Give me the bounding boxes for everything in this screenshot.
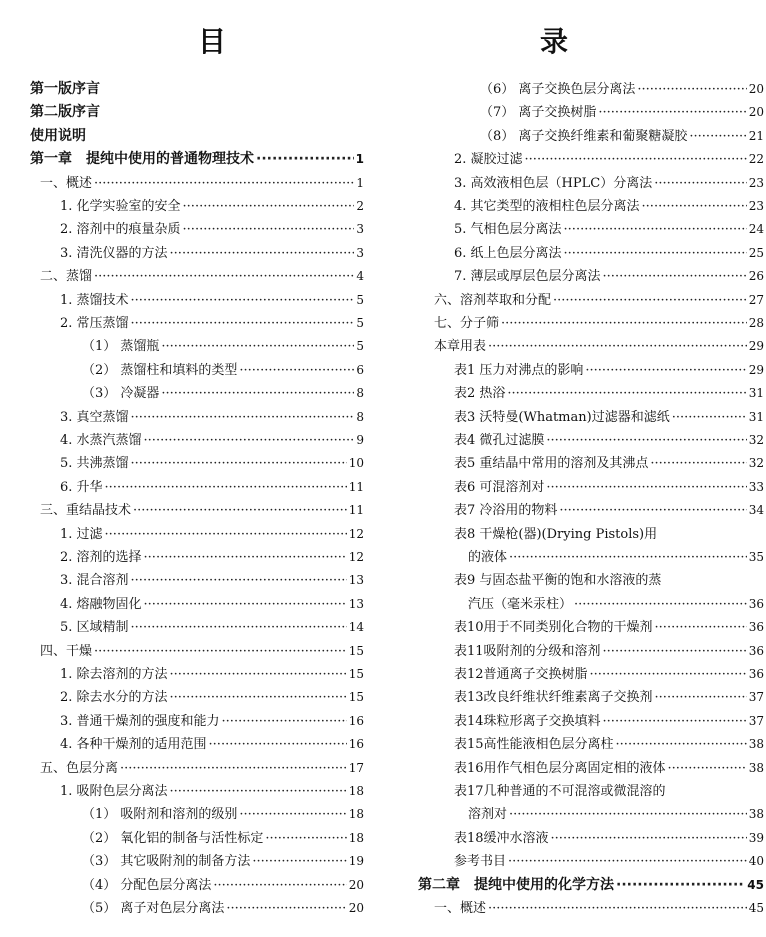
toc-entry-page: 8 <box>356 386 364 401</box>
toc-entry-label: 参考书目 <box>454 854 507 870</box>
toc-entry <box>418 246 764 261</box>
toc-entry-page: 33 <box>748 479 764 494</box>
toc-entry-label: 表14珠粒形离子交换填料 <box>454 713 601 729</box>
toc-entry <box>418 456 764 471</box>
toc-entry-label: 表6 可混溶剂对 <box>454 479 545 495</box>
toc-leader-dots <box>603 269 747 284</box>
toc-entry-label: 三、重结晶技术 <box>40 503 132 519</box>
toc-entry-label: 1. 吸附色层分离法 <box>60 784 168 799</box>
toc-entry-page: 21 <box>748 128 764 143</box>
toc-entry <box>418 503 764 518</box>
toc-entry-label: 3. 混合溶剂 <box>60 573 129 589</box>
toc-entry-label: 表17几种普通的不可混溶或微混溶的 <box>454 784 666 799</box>
toc-entry-page: 5 <box>356 316 364 330</box>
toc-leader-dots <box>209 737 347 752</box>
toc-leader-dots <box>668 761 747 776</box>
toc-leader-dots <box>105 527 347 542</box>
toc-entry-label: 5. 共沸蒸馏 <box>60 456 129 472</box>
toc-leader-dots <box>616 878 745 893</box>
toc-leader-dots <box>585 363 746 378</box>
toc-entry <box>418 807 764 822</box>
toc-entry-label: （5） 离子对色层分离法 <box>82 901 225 916</box>
toc-leader-dots <box>170 690 347 705</box>
toc-entry <box>418 901 764 916</box>
toc-leader-dots <box>94 269 354 284</box>
toc-entry <box>30 714 364 729</box>
toc-entry-page: 29 <box>748 362 764 377</box>
toc-entry-page: 35 <box>748 550 764 564</box>
toc-entry-label: 表12普通离子交换树脂 <box>454 667 588 682</box>
toc-leader-dots <box>265 831 346 846</box>
toc-entry <box>418 527 764 542</box>
toc-leader-dots <box>637 82 746 97</box>
toc-leader-dots <box>598 105 746 120</box>
toc-entry <box>30 901 364 916</box>
toc-leader-dots <box>655 690 747 705</box>
toc-entry-label: 3. 高效液相色层（HPLC）分离法 <box>454 175 653 191</box>
toc-entry-page: 26 <box>748 269 764 284</box>
toc-entry <box>30 129 364 144</box>
toc-leader-dots <box>94 176 354 191</box>
toc-leader-dots <box>131 293 355 308</box>
toc-entry-label: 的液体 <box>468 550 508 565</box>
toc-entry-page: 11 <box>348 503 364 518</box>
toc-entry <box>418 199 764 214</box>
toc-entry-page: 18 <box>348 830 364 845</box>
toc-entry <box>30 410 364 425</box>
toc-entry-page: 15 <box>348 690 364 705</box>
toc-entry-label: 第一版序言 <box>30 81 100 97</box>
toc-leader-dots <box>105 480 347 495</box>
toc-entry-page: 22 <box>748 152 764 167</box>
toc-entry <box>30 784 364 799</box>
toc-entry-page: 16 <box>348 713 364 728</box>
toc-entry-page: 5 <box>356 292 364 307</box>
toc-entry-label: 本章用表 <box>434 339 487 355</box>
toc-leader-dots <box>509 807 747 822</box>
toc-entry <box>30 503 364 518</box>
toc-entry-label: 一、概述 <box>434 901 487 916</box>
toc-entry-label: 7. 薄层或厚层色层分离法 <box>454 269 601 285</box>
toc-entry-page: 19 <box>348 854 364 869</box>
toc-leader-dots <box>252 854 346 869</box>
toc-entry-page: 13 <box>348 596 364 611</box>
toc-entry <box>30 854 364 869</box>
toc-leader-dots <box>546 433 746 448</box>
toc-entry-page: 15 <box>348 667 364 681</box>
toc-entry-page: 20 <box>748 105 764 120</box>
toc-entry-label: 1. 除去溶剂的方法 <box>60 667 168 682</box>
toc-leader-dots <box>131 410 355 425</box>
page-title: 目 录 <box>197 25 654 58</box>
toc-entry-label: （2） 蒸馏柱和填料的类型 <box>82 362 238 378</box>
toc-entry-page: 9 <box>356 433 364 447</box>
toc-entry-label: 4. 各种干燥剂的适用范围 <box>60 737 207 753</box>
toc-entry <box>418 293 764 308</box>
toc-entry-page: 24 <box>748 222 764 237</box>
toc-leader-dots <box>131 620 347 635</box>
toc-entry <box>30 831 364 846</box>
toc-entry-label: 表11吸附剂的分级和溶剂 <box>454 643 601 659</box>
toc-entry <box>30 573 364 588</box>
toc-leader-dots <box>551 831 747 846</box>
toc-entry <box>30 550 364 565</box>
toc-entry-label: 表3 沃特曼(Whatman)过滤器和滤纸 <box>454 409 670 425</box>
toc-entry <box>418 339 764 354</box>
toc-entry-page: 3 <box>356 245 364 260</box>
toc-entry-page: 12 <box>348 526 364 541</box>
toc-leader-dots <box>603 644 747 659</box>
toc-leader-dots <box>507 386 746 401</box>
toc-leader-dots <box>131 456 347 471</box>
toc-leader-dots <box>94 644 347 659</box>
toc-entry-label: 六、溶剂萃取和分配 <box>434 292 552 308</box>
toc-entry-page: 32 <box>748 456 764 471</box>
toc-entry-page: 10 <box>348 456 364 471</box>
toc-entry-label: 使用说明 <box>30 127 86 144</box>
toc-leader-dots <box>120 761 347 776</box>
toc-leader-dots <box>226 901 346 916</box>
toc-leader-dots <box>488 339 747 354</box>
toc-entry-page: 14 <box>348 620 364 635</box>
toc-entry-label: （3） 其它吸附剂的制备方法 <box>82 854 251 870</box>
toc-leader-dots <box>525 152 747 167</box>
toc-entry-label: 1. 蒸馏技术 <box>60 292 129 308</box>
toc-entry <box>30 456 364 471</box>
toc-entry <box>418 597 764 612</box>
toc-entry <box>30 246 364 261</box>
toc-leader-dots <box>256 152 354 167</box>
toc-entry-page: 6 <box>356 362 364 377</box>
toc-entry-label: （2） 氧化铝的制备与活性标定 <box>82 830 264 846</box>
toc-entry-label: 3. 清洗仪器的方法 <box>60 245 168 261</box>
toc-entry-label: 表15高性能液相色层分离柱 <box>454 737 614 753</box>
toc-entry-label: 2. 溶剂的选择 <box>60 550 142 565</box>
toc-entry <box>30 878 364 893</box>
toc-entry <box>30 386 364 401</box>
toc-leader-dots <box>508 854 747 869</box>
toc-entry-page: 37 <box>748 713 764 728</box>
toc-entry <box>418 433 764 448</box>
toc-entry <box>418 363 764 378</box>
toc-entry <box>418 737 764 752</box>
toc-entry <box>30 199 364 214</box>
toc-entry <box>30 82 364 97</box>
toc-entry-label: 二、蒸馏 <box>40 269 93 285</box>
toc-entry-label: （7） 离子交换树脂 <box>480 105 597 121</box>
toc-entry-label: 4. 其它类型的液相柱色层分离法 <box>454 199 640 214</box>
toc-entry-page: 37 <box>748 690 764 705</box>
toc-entry-page: 38 <box>748 737 764 752</box>
toc-entry-label: 3. 真空蒸馏 <box>60 409 129 425</box>
toc-leader-dots <box>689 129 746 144</box>
toc-entry-label: 第一章 提纯中使用的普通物理技术 <box>30 151 254 168</box>
toc-entry-page: 23 <box>748 175 764 190</box>
toc-entry-label: （6） 离子交换色层分离法 <box>480 82 636 97</box>
toc-entry-label: （4） 分配色层分离法 <box>82 877 212 893</box>
toc-leader-dots <box>144 433 355 448</box>
toc-leader-dots <box>654 176 747 191</box>
toc-entry-label: 5. 气相色层分离法 <box>454 222 562 238</box>
toc-entry-label: 1. 化学实验室的安全 <box>60 199 181 214</box>
toc-entry-label: 4. 水蒸汽蒸馏 <box>60 433 142 448</box>
toc-entry-label: 表1 压力对沸点的影响 <box>454 362 584 378</box>
toc-entry <box>30 620 364 635</box>
toc-entry <box>418 386 764 401</box>
toc-entry-label: 2. 常压蒸馏 <box>60 316 129 331</box>
toc-leader-dots <box>133 503 347 518</box>
toc-entry <box>30 269 364 284</box>
toc-entry <box>418 152 764 167</box>
toc-entry-label: 表2 热浴 <box>454 386 506 402</box>
toc-entry-label: 一、概述 <box>40 175 93 191</box>
toc-entry-page: 36 <box>748 620 764 635</box>
toc-entry-label: 表7 冷浴用的物料 <box>454 503 558 519</box>
toc-leader-dots <box>488 901 747 916</box>
toc-leader-dots <box>650 456 746 471</box>
toc-entry-page: 45 <box>747 877 764 892</box>
toc-leader-dots <box>213 878 346 893</box>
toc-leader-dots <box>655 620 747 635</box>
toc-entry <box>418 105 764 120</box>
toc-entry-page: 36 <box>748 643 764 658</box>
toc-entry-page: 38 <box>748 760 764 775</box>
toc-entry-label: 汽压（毫米汞柱） <box>468 596 573 612</box>
toc-leader-dots <box>642 199 747 214</box>
toc-entry <box>30 176 364 191</box>
toc-leader-dots <box>170 667 347 682</box>
toc-entry-page: 16 <box>348 737 364 752</box>
toc-leader-dots <box>131 316 355 331</box>
toc-entry-label: 6. 纸上色层分离法 <box>454 245 562 261</box>
toc-entry-label: 表5 重结晶中常用的溶剂及其沸点 <box>454 456 649 472</box>
toc-entry <box>418 269 764 284</box>
toc-entry-page: 12 <box>348 550 364 564</box>
toc-leader-dots <box>509 550 747 565</box>
toc-entry-label: 3. 普通干燥剂的强度和能力 <box>60 713 220 729</box>
toc-leader-dots <box>144 550 347 565</box>
toc-entry <box>418 831 764 846</box>
toc-entry <box>30 293 364 308</box>
toc-entry <box>30 152 364 167</box>
toc-leader-dots <box>546 480 746 495</box>
toc-entry-label: 6. 升华 <box>60 479 103 495</box>
toc-entry <box>30 807 364 822</box>
toc-leader-dots <box>144 597 347 612</box>
toc-entry-label: （8） 离子交换纤维素和葡聚糖凝胶 <box>480 128 688 144</box>
toc-entry <box>30 339 364 354</box>
toc-entry <box>418 82 764 97</box>
toc-entry-page: 32 <box>748 433 764 447</box>
toc-entry-label: 表10用于不同类别化合物的干燥剂 <box>454 620 653 636</box>
toc-leader-dots <box>574 597 747 612</box>
toc-entry <box>418 690 764 705</box>
toc-leader-dots <box>603 714 747 729</box>
toc-entry-label: 表18缓冲水溶液 <box>454 830 549 846</box>
toc-entry <box>418 667 764 682</box>
toc-entry-label: （3） 冷凝器 <box>82 386 160 402</box>
toc-entry-label: （1） 蒸馏瓶 <box>82 339 160 355</box>
toc-entry-page: 4 <box>356 269 364 284</box>
toc-entry <box>30 105 364 120</box>
toc-entry-label: 第二版序言 <box>30 104 100 121</box>
toc-entry <box>418 222 764 237</box>
toc-entry <box>30 761 364 776</box>
toc-entry <box>30 597 364 612</box>
toc-entry-page: 11 <box>348 479 364 494</box>
toc-entry <box>30 316 364 331</box>
toc-entry <box>418 573 764 588</box>
toc-entry <box>418 644 764 659</box>
toc-entry-page: 31 <box>748 409 764 424</box>
toc-entry <box>418 480 764 495</box>
toc-entry <box>418 854 764 869</box>
toc-entry-page: 13 <box>348 573 364 588</box>
toc-entry-page: 36 <box>748 667 764 681</box>
toc-entry-page: 20 <box>348 877 364 892</box>
toc-entry-label: 五、色层分离 <box>40 760 119 776</box>
toc-leader-dots <box>239 363 354 378</box>
toc-entry-page: 1 <box>355 152 364 167</box>
toc-entry-page: 38 <box>748 807 764 822</box>
toc-leader-dots <box>239 807 346 822</box>
toc-leader-dots <box>131 573 347 588</box>
toc-entry-label: 溶剂对 <box>468 807 508 823</box>
toc-entry-label: 第二章 提纯中使用的化学方法 <box>418 876 614 893</box>
toc-entry-page: 18 <box>348 784 364 798</box>
toc-entry-page: 29 <box>748 339 764 354</box>
toc-entry <box>418 784 764 799</box>
toc-entry-page: 5 <box>356 339 364 354</box>
toc-entry <box>30 480 364 495</box>
toc-leader-dots <box>672 410 747 425</box>
toc-entry-page: 40 <box>748 854 764 869</box>
toc-entry-page: 2 <box>356 199 364 213</box>
toc-leader-dots <box>559 503 746 518</box>
toc-entry-page: 27 <box>748 292 764 307</box>
toc-entry-page: 3 <box>356 222 364 237</box>
toc-leader-dots <box>590 667 747 682</box>
toc-entry <box>30 667 364 682</box>
toc-entry <box>30 433 364 448</box>
toc-leader-dots <box>170 246 355 261</box>
toc-leader-dots <box>616 737 747 752</box>
toc-entry <box>30 527 364 542</box>
toc-entry-label: 2. 溶剂中的痕量杂质 <box>60 222 181 238</box>
toc-leader-dots <box>161 386 354 401</box>
toc-entry <box>418 176 764 191</box>
toc-entry-page: 45 <box>748 901 764 915</box>
toc-entry-label: 表4 微孔过滤膜 <box>454 433 545 448</box>
toc-entry-page: 20 <box>748 82 764 96</box>
toc-entry-page: 20 <box>348 901 364 915</box>
toc-entry <box>30 644 364 659</box>
toc-entry <box>418 129 764 144</box>
toc-entry <box>30 363 364 378</box>
toc-entry-page: 18 <box>348 807 364 822</box>
toc-leader-dots <box>183 199 355 214</box>
toc-leader-dots <box>553 293 747 308</box>
toc-entry-label: （1） 吸附剂和溶剂的级别 <box>82 807 238 823</box>
toc-entry-label: 2. 除去水分的方法 <box>60 690 168 706</box>
toc-leader-dots <box>170 784 347 799</box>
toc-leader-dots <box>564 222 747 237</box>
toc-entry-label: 2. 凝胶过滤 <box>454 152 523 168</box>
toc-entry <box>30 222 364 237</box>
toc-entry-label: 四、干燥 <box>40 643 93 659</box>
toc-leader-dots <box>222 714 347 729</box>
toc-entry <box>418 620 764 635</box>
toc-entry-page: 8 <box>356 409 364 424</box>
toc-leader-dots <box>501 316 747 331</box>
toc-entry-page: 36 <box>748 596 764 611</box>
toc-leader-dots <box>161 339 354 354</box>
toc-entry <box>418 761 764 776</box>
toc-entry <box>418 316 764 331</box>
toc-entry-page: 25 <box>748 245 764 260</box>
toc-entry-page: 28 <box>748 316 764 330</box>
toc-entry-label: 5. 区域精制 <box>60 620 129 636</box>
toc-entry-page: 31 <box>748 386 764 401</box>
toc-leader-dots <box>564 246 747 261</box>
toc-entry <box>418 714 764 729</box>
toc-entry-page: 39 <box>748 830 764 845</box>
toc-entry-page: 34 <box>748 503 764 518</box>
toc-entry <box>30 690 364 705</box>
toc-entry <box>418 550 764 565</box>
toc-leader-dots <box>183 222 355 237</box>
toc-entry-label: 表13改良纤维状纤维素离子交换剂 <box>454 690 653 706</box>
toc-entry-label: 表8 干燥枪(器)(Drying Pistols)用 <box>454 526 658 542</box>
toc-entry-page: 15 <box>348 643 364 658</box>
toc-entry <box>30 737 364 752</box>
toc-entry-label: 表16用作气相色层分离固定相的液体 <box>454 760 666 776</box>
toc-entry-label: 1. 过滤 <box>60 526 103 542</box>
toc-entry-label: 表9 与固态盐平衡的饱和水溶液的蒸 <box>454 573 662 589</box>
toc-entry-label: 七、分子筛 <box>434 316 500 331</box>
toc-entry <box>418 878 764 893</box>
toc-entry-label: 4. 熔融物固化 <box>60 596 142 612</box>
toc-entry-page: 23 <box>748 199 764 213</box>
toc-entry-page: 17 <box>348 760 364 775</box>
toc-entry <box>418 410 764 425</box>
toc-entry-page: 1 <box>356 175 364 190</box>
